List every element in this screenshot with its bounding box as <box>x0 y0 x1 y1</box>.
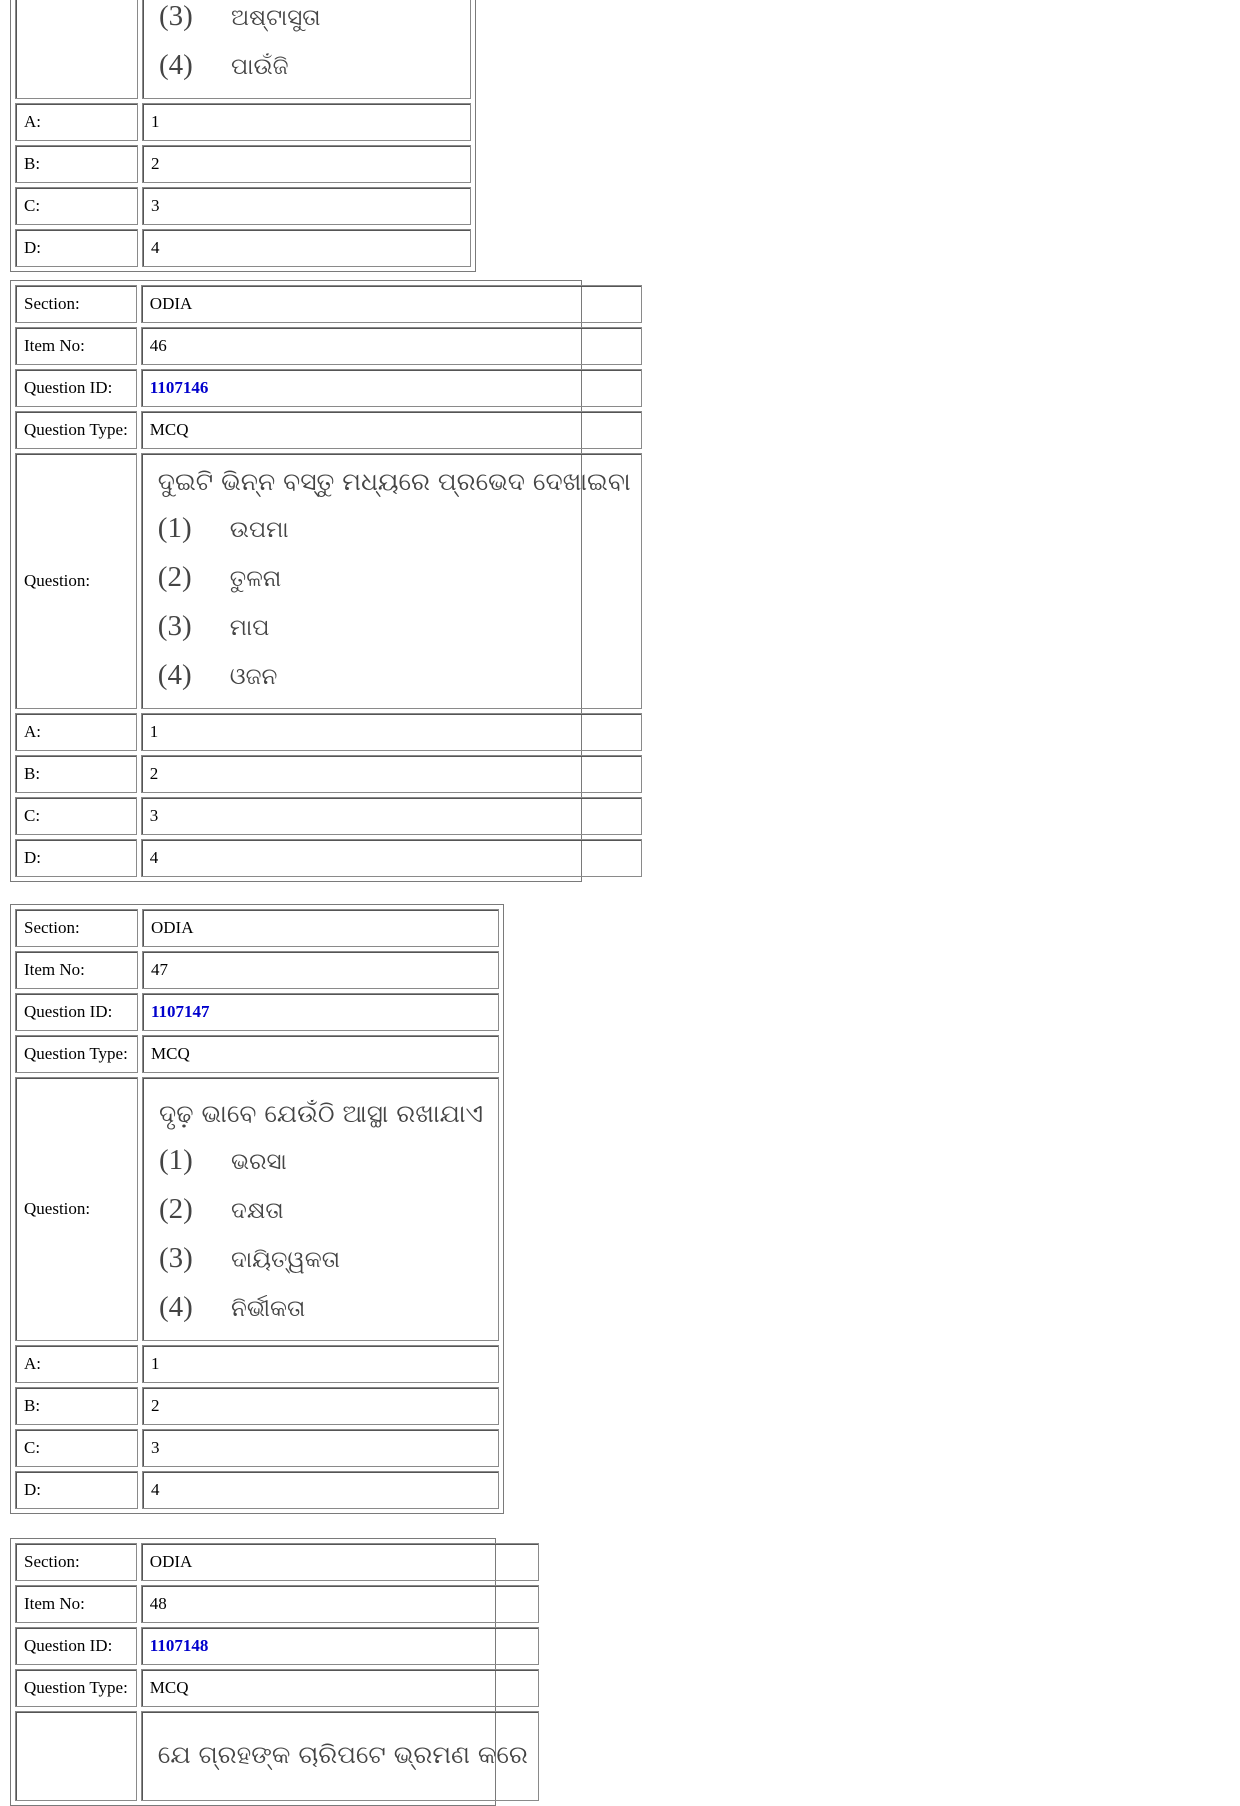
answer-a-label: A: <box>15 1345 138 1383</box>
answer-d-label: D: <box>15 1471 138 1509</box>
question-label: Question: <box>15 1077 138 1341</box>
item-no-value: 46 <box>141 327 642 365</box>
option-4: (4) ପାଉଁଜି <box>159 49 289 81</box>
question-id-label: Question ID: <box>15 1627 137 1665</box>
question-type-label: Question Type: <box>15 1035 138 1073</box>
answer-d-label: D: <box>15 839 137 877</box>
answer-a-label: A: <box>15 103 138 141</box>
answer-c-label: C: <box>15 1429 138 1467</box>
answer-c-value: 3 <box>141 797 642 835</box>
section-value: ODIA <box>141 1543 539 1581</box>
answer-d-value: 4 <box>142 1471 499 1509</box>
answer-c-value: 3 <box>142 1429 499 1467</box>
question-content <box>141 1711 539 1801</box>
question-content <box>141 453 642 709</box>
answer-b-value: 2 <box>141 755 642 793</box>
option-1: (1) ଉପମା <box>157 512 289 544</box>
question-id-link[interactable]: 1107147 <box>142 993 499 1031</box>
option-4: (4) ଓଜନ <box>157 659 278 691</box>
question-block-45 <box>10 0 476 272</box>
answer-a-value: 1 <box>142 1345 499 1383</box>
question-type-label: Question Type: <box>15 1669 137 1707</box>
section-label: Section: <box>15 285 137 323</box>
question-label-cell <box>15 0 138 99</box>
option-4: (4) ନିର୍ଭୀକତା <box>159 1291 306 1323</box>
question-type-value: MCQ <box>141 1669 539 1707</box>
question-id-link[interactable]: 1107148 <box>141 1627 539 1665</box>
item-no-label: Item No: <box>15 1585 137 1623</box>
question-content <box>142 1077 499 1341</box>
question-stem: ଯେ ଗ୍ରହଙ୍କ ଚାରିପଟେ ଭ୍ରମଣ କରେ <box>157 1740 528 1769</box>
answer-a-value: 1 <box>141 713 642 751</box>
question-id-label: Question ID: <box>15 993 138 1031</box>
item-no-label: Item No: <box>15 951 138 989</box>
option-2: (2) ତୁଳନା <box>157 561 282 593</box>
section-label: Section: <box>15 909 138 947</box>
answer-c-value: 3 <box>142 187 471 225</box>
section-value: ODIA <box>141 285 642 323</box>
option-1: (1) ଭରସା <box>159 1144 287 1176</box>
option-3: (3) ମାପ <box>157 610 270 642</box>
section-label: Section: <box>15 1543 137 1581</box>
option-2: (2) ଦକ୍ଷତା <box>159 1193 284 1225</box>
answer-d-value: 4 <box>142 229 471 267</box>
option-3: (3) ଅଷ୍ଟାସୁତା <box>159 0 321 32</box>
answer-c-label: C: <box>15 187 138 225</box>
item-no-value: 48 <box>141 1585 539 1623</box>
question-block-46 <box>10 280 631 882</box>
answer-b-value: 2 <box>142 145 471 183</box>
question-type-label: Question Type: <box>15 411 137 449</box>
question-id-link[interactable]: 1107146 <box>141 369 642 407</box>
question-type-value: MCQ <box>142 1035 499 1073</box>
answer-d-value: 4 <box>141 839 642 877</box>
answer-a-value: 1 <box>142 103 471 141</box>
question-label: Question: <box>15 453 137 709</box>
item-no-value: 47 <box>142 951 499 989</box>
question-content <box>142 0 471 99</box>
item-no-label: Item No: <box>15 327 137 365</box>
answer-b-value: 2 <box>142 1387 499 1425</box>
answer-a-label: A: <box>15 713 137 751</box>
question-stem: ଦୁଇଟି ଭିନ୍ନ ବସ୍ତୁ ମଧ୍ୟରେ ପ୍ରଭେଦ ଦେଖାଇବା <box>157 467 631 496</box>
answer-b-label: B: <box>15 755 137 793</box>
question-type-value: MCQ <box>141 411 642 449</box>
question-stem: ଦୃଢ଼ ଭାବେ ଯେଉଁଠି ଆସ୍ଥା ରଖାଯାଏ <box>159 1099 484 1128</box>
section-value: ODIA <box>142 909 499 947</box>
answer-b-label: B: <box>15 1387 138 1425</box>
answer-c-label: C: <box>15 797 137 835</box>
question-id-label: Question ID: <box>15 369 137 407</box>
question-block-47 <box>10 904 504 1514</box>
question-block-48 <box>10 1538 528 1806</box>
option-3: (3) ଦାୟିତ୍ୱକତା <box>159 1242 341 1274</box>
answer-d-label: D: <box>15 229 138 267</box>
answer-b-label: B: <box>15 145 138 183</box>
question-label <box>15 1711 137 1801</box>
